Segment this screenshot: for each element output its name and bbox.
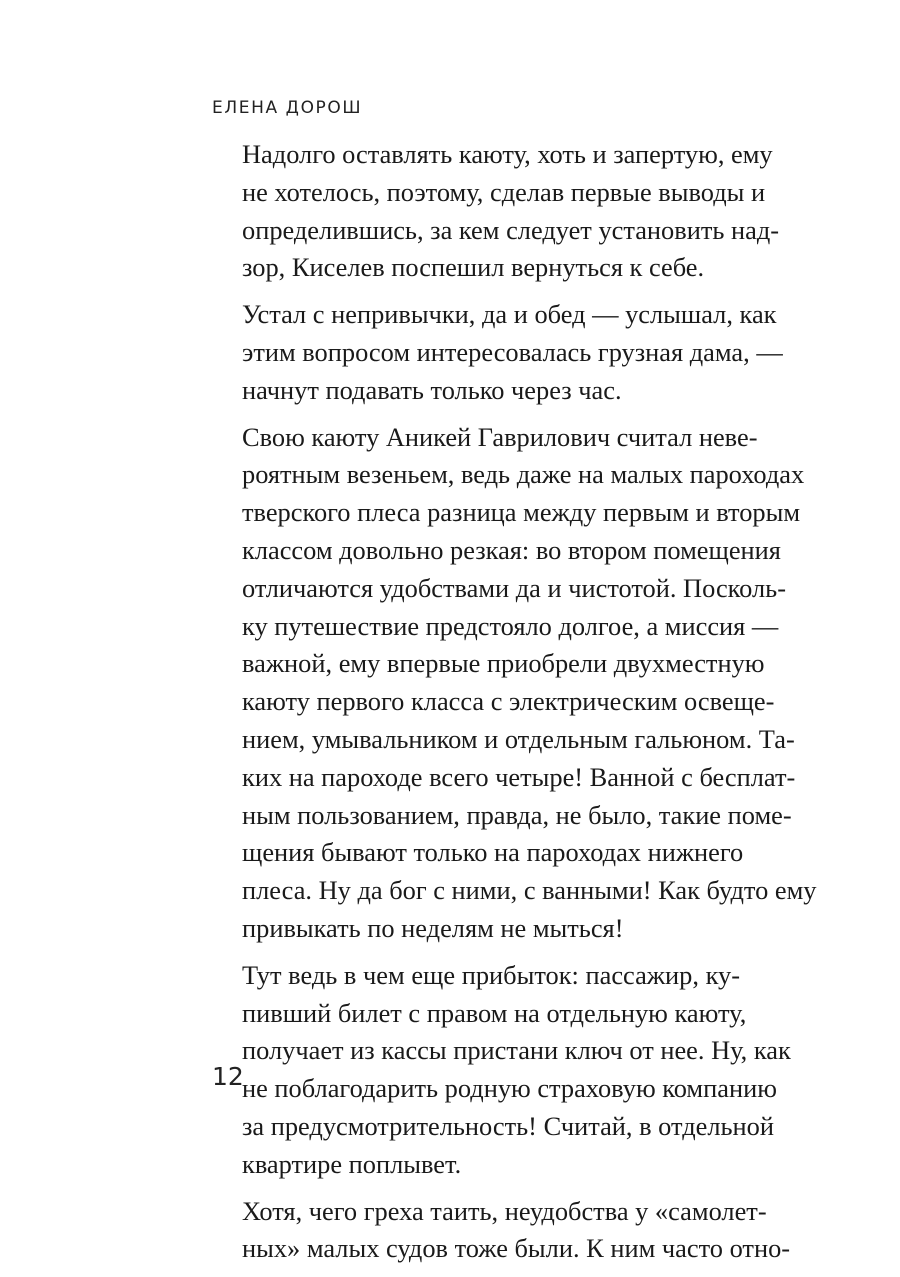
- text-line: ку путешествие предстояло долгое, а миссия —: [242, 610, 779, 641]
- text-line: Устал с непривычки, да и обед — услышал, как: [242, 299, 777, 330]
- text-line: этим вопросом интересовалась грузная дама, —: [242, 336, 783, 367]
- paragraph: [212, 1193, 791, 1269]
- text-line: отличаются удобствами да и чистотой. Посколь-: [242, 572, 786, 603]
- text-line: роятным везеньем, ведь даже на малых пароходах: [242, 459, 805, 490]
- text-line: Надолго оставлять каюту, хоть и запертую, ему: [242, 139, 773, 169]
- text-line: квартире поплывет.: [242, 1148, 462, 1179]
- text-line: тверского плеса разница между первым и вторым: [242, 497, 801, 528]
- text-line: классом довольно резкая: во втором помещения: [242, 534, 781, 565]
- text-line: пивший билет с правом на отдельную каюту,: [242, 997, 747, 1028]
- text-line: важной, ему впервые приобрели двухместную: [242, 648, 765, 679]
- text-line: щения бывают только на пароходах нижнего: [242, 837, 744, 868]
- paragraph: [212, 296, 783, 409]
- body-text: [212, 136, 817, 1277]
- text-line: получает из кассы пристани ключ от нее. Ну, как: [242, 1035, 791, 1066]
- paragraph: [212, 419, 817, 948]
- text-line: ких на пароходе всего четыре! Ванной с бесплат-: [242, 761, 796, 792]
- paragraph: [212, 957, 791, 1184]
- text-line: не хотелось, поэтому, сделав первые выводы и: [242, 176, 766, 207]
- text-line: плеса. Ну да бог с ними, с ванными! Как будто ему: [242, 875, 817, 906]
- text-line: не поблагодарить родную страховую компанию: [242, 1073, 777, 1104]
- text-line: Тут ведь в чем еще прибыток: пассажир, ку-: [242, 959, 740, 990]
- text-line: начнут подавать только через час.: [242, 374, 622, 405]
- text-line: Хотя, чего греха таить, неудобства у «самолет-: [242, 1195, 767, 1226]
- text-line: привыкать по неделям не мыться!: [242, 912, 624, 943]
- text-line: за предусмотрительность! Считай, в отдельной: [242, 1110, 774, 1141]
- paragraph: [212, 136, 780, 287]
- text-line: зор, Киселев поспешил вернуться к себе.: [242, 252, 705, 283]
- text-line: каюту первого класса с электрическим освеще-: [242, 686, 775, 717]
- text-line: ных» малых судов тоже были. К ним часто отно-: [242, 1233, 791, 1264]
- text-line: нием, умывальником и отдельным гальюном. Та-: [242, 723, 795, 754]
- page-number: 12: [212, 1062, 244, 1091]
- text-line: определившись, за кем следует установить над-: [242, 214, 780, 245]
- text-line: Свою каюту Аникей Гаврилович считал неве-: [242, 421, 758, 452]
- running-head-author: ЕЛЕНА ДОРОШ: [212, 98, 363, 118]
- text-line: ным пользованием, правда, не было, такие поме-: [242, 799, 792, 830]
